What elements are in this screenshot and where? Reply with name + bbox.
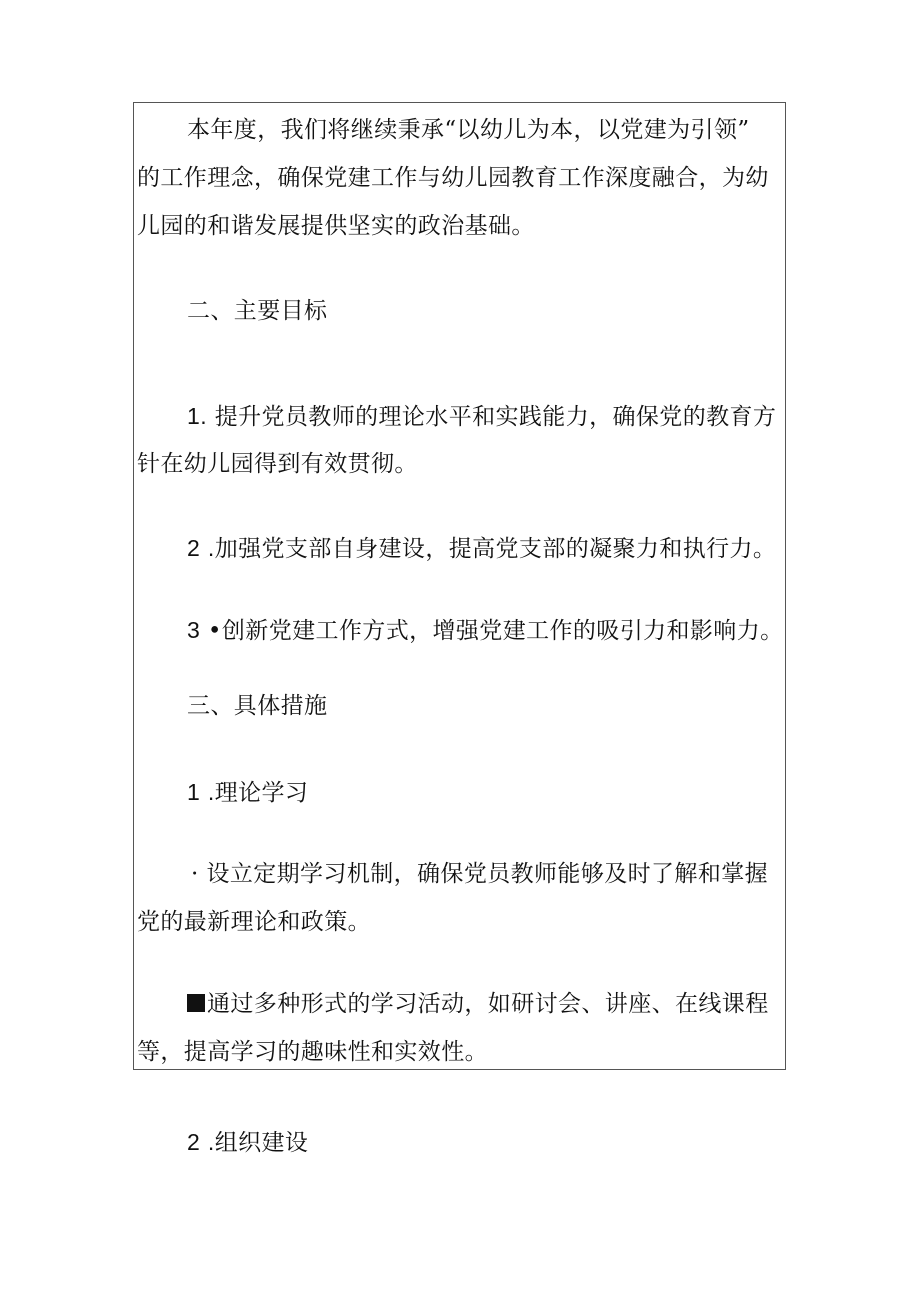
- goal-item-1-line-2: 针在幼儿园得到有效贯彻。: [137, 451, 418, 477]
- section-heading-measures-text: 三、具体措施: [187, 693, 328, 719]
- measure-bullet-2-line-2: 等，提高学习的趣味性和实效性。: [137, 1039, 488, 1065]
- goal-item-1: [137, 392, 783, 488]
- section-heading-goals: [137, 287, 783, 335]
- intro-line-1: 本年度，我们将继续秉承“以幼儿为本，以党建为引领”: [187, 117, 750, 143]
- measure-bullet-1-line-1: [137, 850, 783, 898]
- measure-item-1-separator: .: [207, 779, 215, 805]
- measure-item-1: [137, 768, 783, 816]
- goal-item-2-number: 2: [187, 535, 201, 561]
- measure-bullet-2: [137, 980, 783, 1076]
- goal-item-1-number: 1.: [187, 403, 207, 429]
- measure-item-2: [137, 1118, 783, 1166]
- section-heading-measures: [137, 682, 783, 730]
- goal-item-3: [137, 606, 783, 654]
- goal-item-3-text: 创新党建工作方式，增强党建工作的吸引力和影响力。: [221, 618, 784, 644]
- measure-bullet-1-line-2: 党的最新理论和政策。: [137, 909, 371, 935]
- measure-bullet-2-line-1: [137, 980, 783, 1028]
- intro-line-3: 儿园的和谐发展提供坚实的政治基础。: [137, 213, 535, 239]
- measure-item-2-number: 2: [187, 1129, 201, 1155]
- measure-item-2-separator: .: [207, 1129, 215, 1155]
- intro-paragraph: [137, 106, 783, 250]
- intro-line-2: 的工作理念，确保党建工作与幼儿园教育工作深度融合，为幼: [137, 165, 769, 191]
- goal-item-2-separator: .: [207, 535, 215, 561]
- measure-bullet-1-marker: ·: [191, 861, 199, 887]
- measure-item-1-title: 理论学习: [214, 780, 309, 806]
- goal-item-2: [137, 524, 783, 572]
- section-heading-goals-text: 二、主要目标: [187, 298, 328, 324]
- goal-item-3-line: [137, 606, 783, 654]
- goal-item-3-separator: •: [207, 618, 222, 644]
- measure-item-1-number: 1: [187, 779, 201, 805]
- goal-item-1-text-1: 提升党员教师的理论水平和实践能力，确保党的教育方: [214, 404, 777, 430]
- measure-bullet-1-text-1: 设立定期学习机制，确保党员教师能够及时了解和掌握: [206, 861, 769, 887]
- measure-bullet-2-text-1: 通过多种形式的学习活动，如研讨会、讲座、在线课程: [207, 991, 769, 1017]
- measure-item-2-title: 组织建设: [214, 1130, 309, 1156]
- square-bullet-icon: [187, 994, 205, 1012]
- goal-item-2-line: [137, 524, 783, 572]
- goal-item-1-line-1: [137, 392, 783, 440]
- goal-item-2-text: 加强党支部自身建设，提高党支部的凝聚力和执行力。: [214, 536, 777, 562]
- measure-bullet-1: [137, 850, 783, 946]
- measure-item-2-line: [137, 1118, 783, 1166]
- goal-item-3-number: 3: [187, 617, 201, 643]
- measure-item-1-line: [137, 768, 783, 816]
